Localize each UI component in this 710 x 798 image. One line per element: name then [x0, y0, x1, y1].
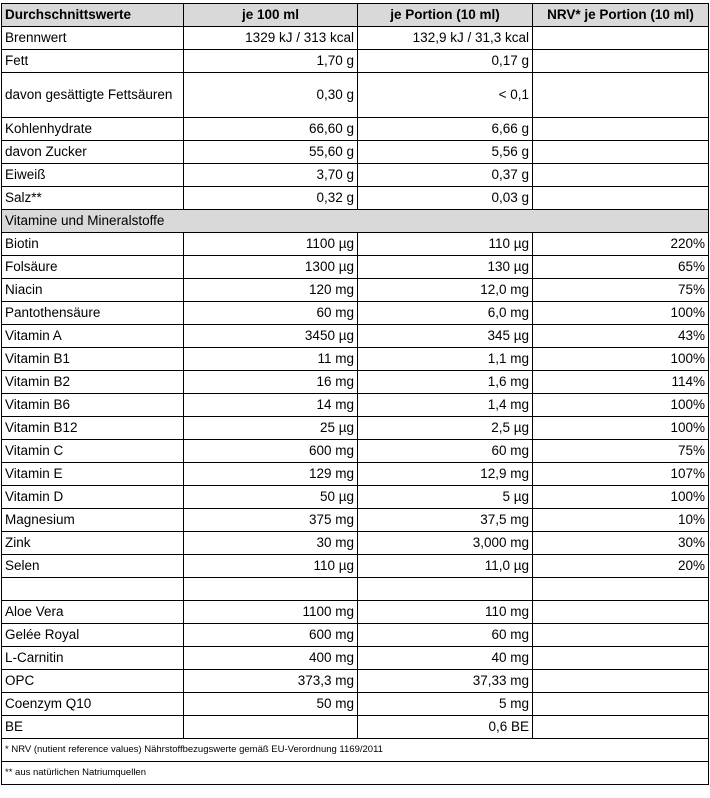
- spacer-row: [2, 578, 709, 601]
- row-nrv: [533, 624, 709, 647]
- footnote: * NRV (nutient reference values) Nährstoffbezugswerte gemäß EU-Verordnung 1169/2011: [2, 739, 709, 762]
- nutrition-table: [1, 3, 709, 785]
- row-portion: 12,9 mg: [358, 463, 533, 486]
- row-name: Gelée Royal: [2, 624, 184, 647]
- row-portion: 110 µg: [358, 233, 533, 256]
- row-nrv: [533, 27, 709, 50]
- row-name: Vitamin A: [2, 325, 184, 348]
- row-name: Biotin: [2, 233, 184, 256]
- table-row: [2, 348, 709, 371]
- row-name: Folsäure: [2, 256, 184, 279]
- empty-cell: [358, 578, 533, 601]
- empty-cell: [184, 578, 358, 601]
- row-per100: 50 mg: [184, 693, 358, 716]
- row-per100: 66,60 g: [184, 118, 358, 141]
- row-name: OPC: [2, 670, 184, 693]
- table-row: [2, 256, 709, 279]
- table-row: [2, 371, 709, 394]
- row-per100: 373,3 mg: [184, 670, 358, 693]
- row-per100: 3,70 g: [184, 164, 358, 187]
- row-portion: 0,6 BE: [358, 716, 533, 739]
- table-row: [2, 555, 709, 578]
- section-row: [2, 210, 709, 233]
- row-portion: 37,5 mg: [358, 509, 533, 532]
- row-portion: 1,4 mg: [358, 394, 533, 417]
- row-nrv: 100%: [533, 348, 709, 371]
- row-name: Vitamin E: [2, 463, 184, 486]
- table-row: [2, 141, 709, 164]
- row-per100: 11 mg: [184, 348, 358, 371]
- row-nrv: [533, 601, 709, 624]
- row-nrv: [533, 164, 709, 187]
- row-per100: 110 µg: [184, 555, 358, 578]
- row-per100: 600 mg: [184, 440, 358, 463]
- row-nrv: [533, 141, 709, 164]
- row-per100: 0,32 g: [184, 187, 358, 210]
- row-portion: 60 mg: [358, 624, 533, 647]
- row-nrv: 100%: [533, 417, 709, 440]
- row-per100: 1,70 g: [184, 50, 358, 73]
- row-nrv: 43%: [533, 325, 709, 348]
- row-per100: 129 mg: [184, 463, 358, 486]
- table-row: [2, 463, 709, 486]
- row-name: Pantothensäure: [2, 302, 184, 325]
- row-per100: [184, 716, 358, 739]
- footnote-row: [2, 739, 709, 762]
- row-portion: 6,0 mg: [358, 302, 533, 325]
- row-nrv: 100%: [533, 394, 709, 417]
- row-name: Brennwert: [2, 27, 184, 50]
- table-row: [2, 509, 709, 532]
- row-name: Niacin: [2, 279, 184, 302]
- row-portion: 5,56 g: [358, 141, 533, 164]
- row-name: Eiweiß: [2, 164, 184, 187]
- row-nrv: 10%: [533, 509, 709, 532]
- table-row: [2, 486, 709, 509]
- row-name: Vitamin B2: [2, 371, 184, 394]
- row-nrv: 114%: [533, 371, 709, 394]
- row-name: Magnesium: [2, 509, 184, 532]
- row-nrv: 75%: [533, 440, 709, 463]
- row-per100: 1329 kJ / 313 kcal: [184, 27, 358, 50]
- row-per100: 120 mg: [184, 279, 358, 302]
- row-name: Selen: [2, 555, 184, 578]
- row-name: Vitamin B6: [2, 394, 184, 417]
- table-row: [2, 693, 709, 716]
- row-portion: 12,0 mg: [358, 279, 533, 302]
- row-portion: < 0,1: [358, 73, 533, 118]
- row-per100: 0,30 g: [184, 73, 358, 118]
- row-per100: 1100 µg: [184, 233, 358, 256]
- row-name: davon Zucker: [2, 141, 184, 164]
- row-name: BE: [2, 716, 184, 739]
- row-portion: 40 mg: [358, 647, 533, 670]
- row-name: Vitamin D: [2, 486, 184, 509]
- row-portion: 11,0 µg: [358, 555, 533, 578]
- table-row: [2, 73, 709, 118]
- row-portion: 2,5 µg: [358, 417, 533, 440]
- row-name: Vitamin B1: [2, 348, 184, 371]
- row-nrv: 107%: [533, 463, 709, 486]
- row-portion: 0,37 g: [358, 164, 533, 187]
- row-nrv: [533, 118, 709, 141]
- table-row: [2, 716, 709, 739]
- row-nrv: 65%: [533, 256, 709, 279]
- row-portion: 1,6 mg: [358, 371, 533, 394]
- table-row: [2, 440, 709, 463]
- row-per100: 50 µg: [184, 486, 358, 509]
- row-per100: 60 mg: [184, 302, 358, 325]
- header-col-per100: je 100 ml: [184, 4, 358, 27]
- row-per100: 3450 µg: [184, 325, 358, 348]
- row-name: Vitamin C: [2, 440, 184, 463]
- table-row: [2, 187, 709, 210]
- row-per100: 400 mg: [184, 647, 358, 670]
- row-name: Coenzym Q10: [2, 693, 184, 716]
- row-name: Vitamin B12: [2, 417, 184, 440]
- row-portion: 3,000 mg: [358, 532, 533, 555]
- row-nrv: [533, 187, 709, 210]
- header-col-name: Durchschnittswerte: [2, 4, 184, 27]
- row-portion: 37,33 mg: [358, 670, 533, 693]
- table-row: [2, 325, 709, 348]
- section-title: Vitamine und Mineralstoffe: [2, 210, 709, 233]
- row-name: davon gesättigte Fettsäuren: [2, 73, 184, 118]
- table-row: [2, 624, 709, 647]
- table-row: [2, 118, 709, 141]
- row-name: Zink: [2, 532, 184, 555]
- row-portion: 60 mg: [358, 440, 533, 463]
- row-portion: 5 mg: [358, 693, 533, 716]
- row-nrv: 75%: [533, 279, 709, 302]
- empty-cell: [533, 578, 709, 601]
- empty-cell: [2, 578, 184, 601]
- header-row: [2, 4, 709, 27]
- table-row: [2, 417, 709, 440]
- row-portion: 345 µg: [358, 325, 533, 348]
- row-per100: 375 mg: [184, 509, 358, 532]
- row-name: Aloe Vera: [2, 601, 184, 624]
- row-portion: 5 µg: [358, 486, 533, 509]
- footnote-row: [2, 762, 709, 785]
- row-portion: 110 mg: [358, 601, 533, 624]
- table-row: [2, 164, 709, 187]
- row-nrv: [533, 73, 709, 118]
- row-per100: 600 mg: [184, 624, 358, 647]
- row-portion: 130 µg: [358, 256, 533, 279]
- table-row: [2, 27, 709, 50]
- footnote: ** aus natürlichen Natriumquellen: [2, 762, 709, 785]
- row-nrv: [533, 716, 709, 739]
- row-per100: 16 mg: [184, 371, 358, 394]
- table-row: [2, 233, 709, 256]
- row-name: Fett: [2, 50, 184, 73]
- header-col-portion: je Portion (10 ml): [358, 4, 533, 27]
- row-nrv: 100%: [533, 486, 709, 509]
- row-name: Kohlenhydrate: [2, 118, 184, 141]
- header-col-nrv: NRV* je Portion (10 ml): [533, 4, 709, 27]
- row-nrv: 20%: [533, 555, 709, 578]
- row-nrv: [533, 50, 709, 73]
- row-nrv: [533, 647, 709, 670]
- row-portion: 1,1 mg: [358, 348, 533, 371]
- row-per100: 55,60 g: [184, 141, 358, 164]
- row-portion: 0,03 g: [358, 187, 533, 210]
- row-per100: 25 µg: [184, 417, 358, 440]
- table-row: [2, 302, 709, 325]
- row-portion: 0,17 g: [358, 50, 533, 73]
- row-name: L-Carnitin: [2, 647, 184, 670]
- table-row: [2, 394, 709, 417]
- table-row: [2, 647, 709, 670]
- row-nrv: 220%: [533, 233, 709, 256]
- row-nrv: 100%: [533, 302, 709, 325]
- table-row: [2, 50, 709, 73]
- row-nrv: 30%: [533, 532, 709, 555]
- row-portion: 132,9 kJ / 31,3 kcal: [358, 27, 533, 50]
- row-portion: 6,66 g: [358, 118, 533, 141]
- row-nrv: [533, 693, 709, 716]
- row-per100: 1100 mg: [184, 601, 358, 624]
- row-nrv: [533, 670, 709, 693]
- row-per100: 14 mg: [184, 394, 358, 417]
- table-row: [2, 279, 709, 302]
- row-per100: 30 mg: [184, 532, 358, 555]
- table-row: [2, 601, 709, 624]
- row-per100: 1300 µg: [184, 256, 358, 279]
- table-row: [2, 532, 709, 555]
- row-name: Salz**: [2, 187, 184, 210]
- table-row: [2, 670, 709, 693]
